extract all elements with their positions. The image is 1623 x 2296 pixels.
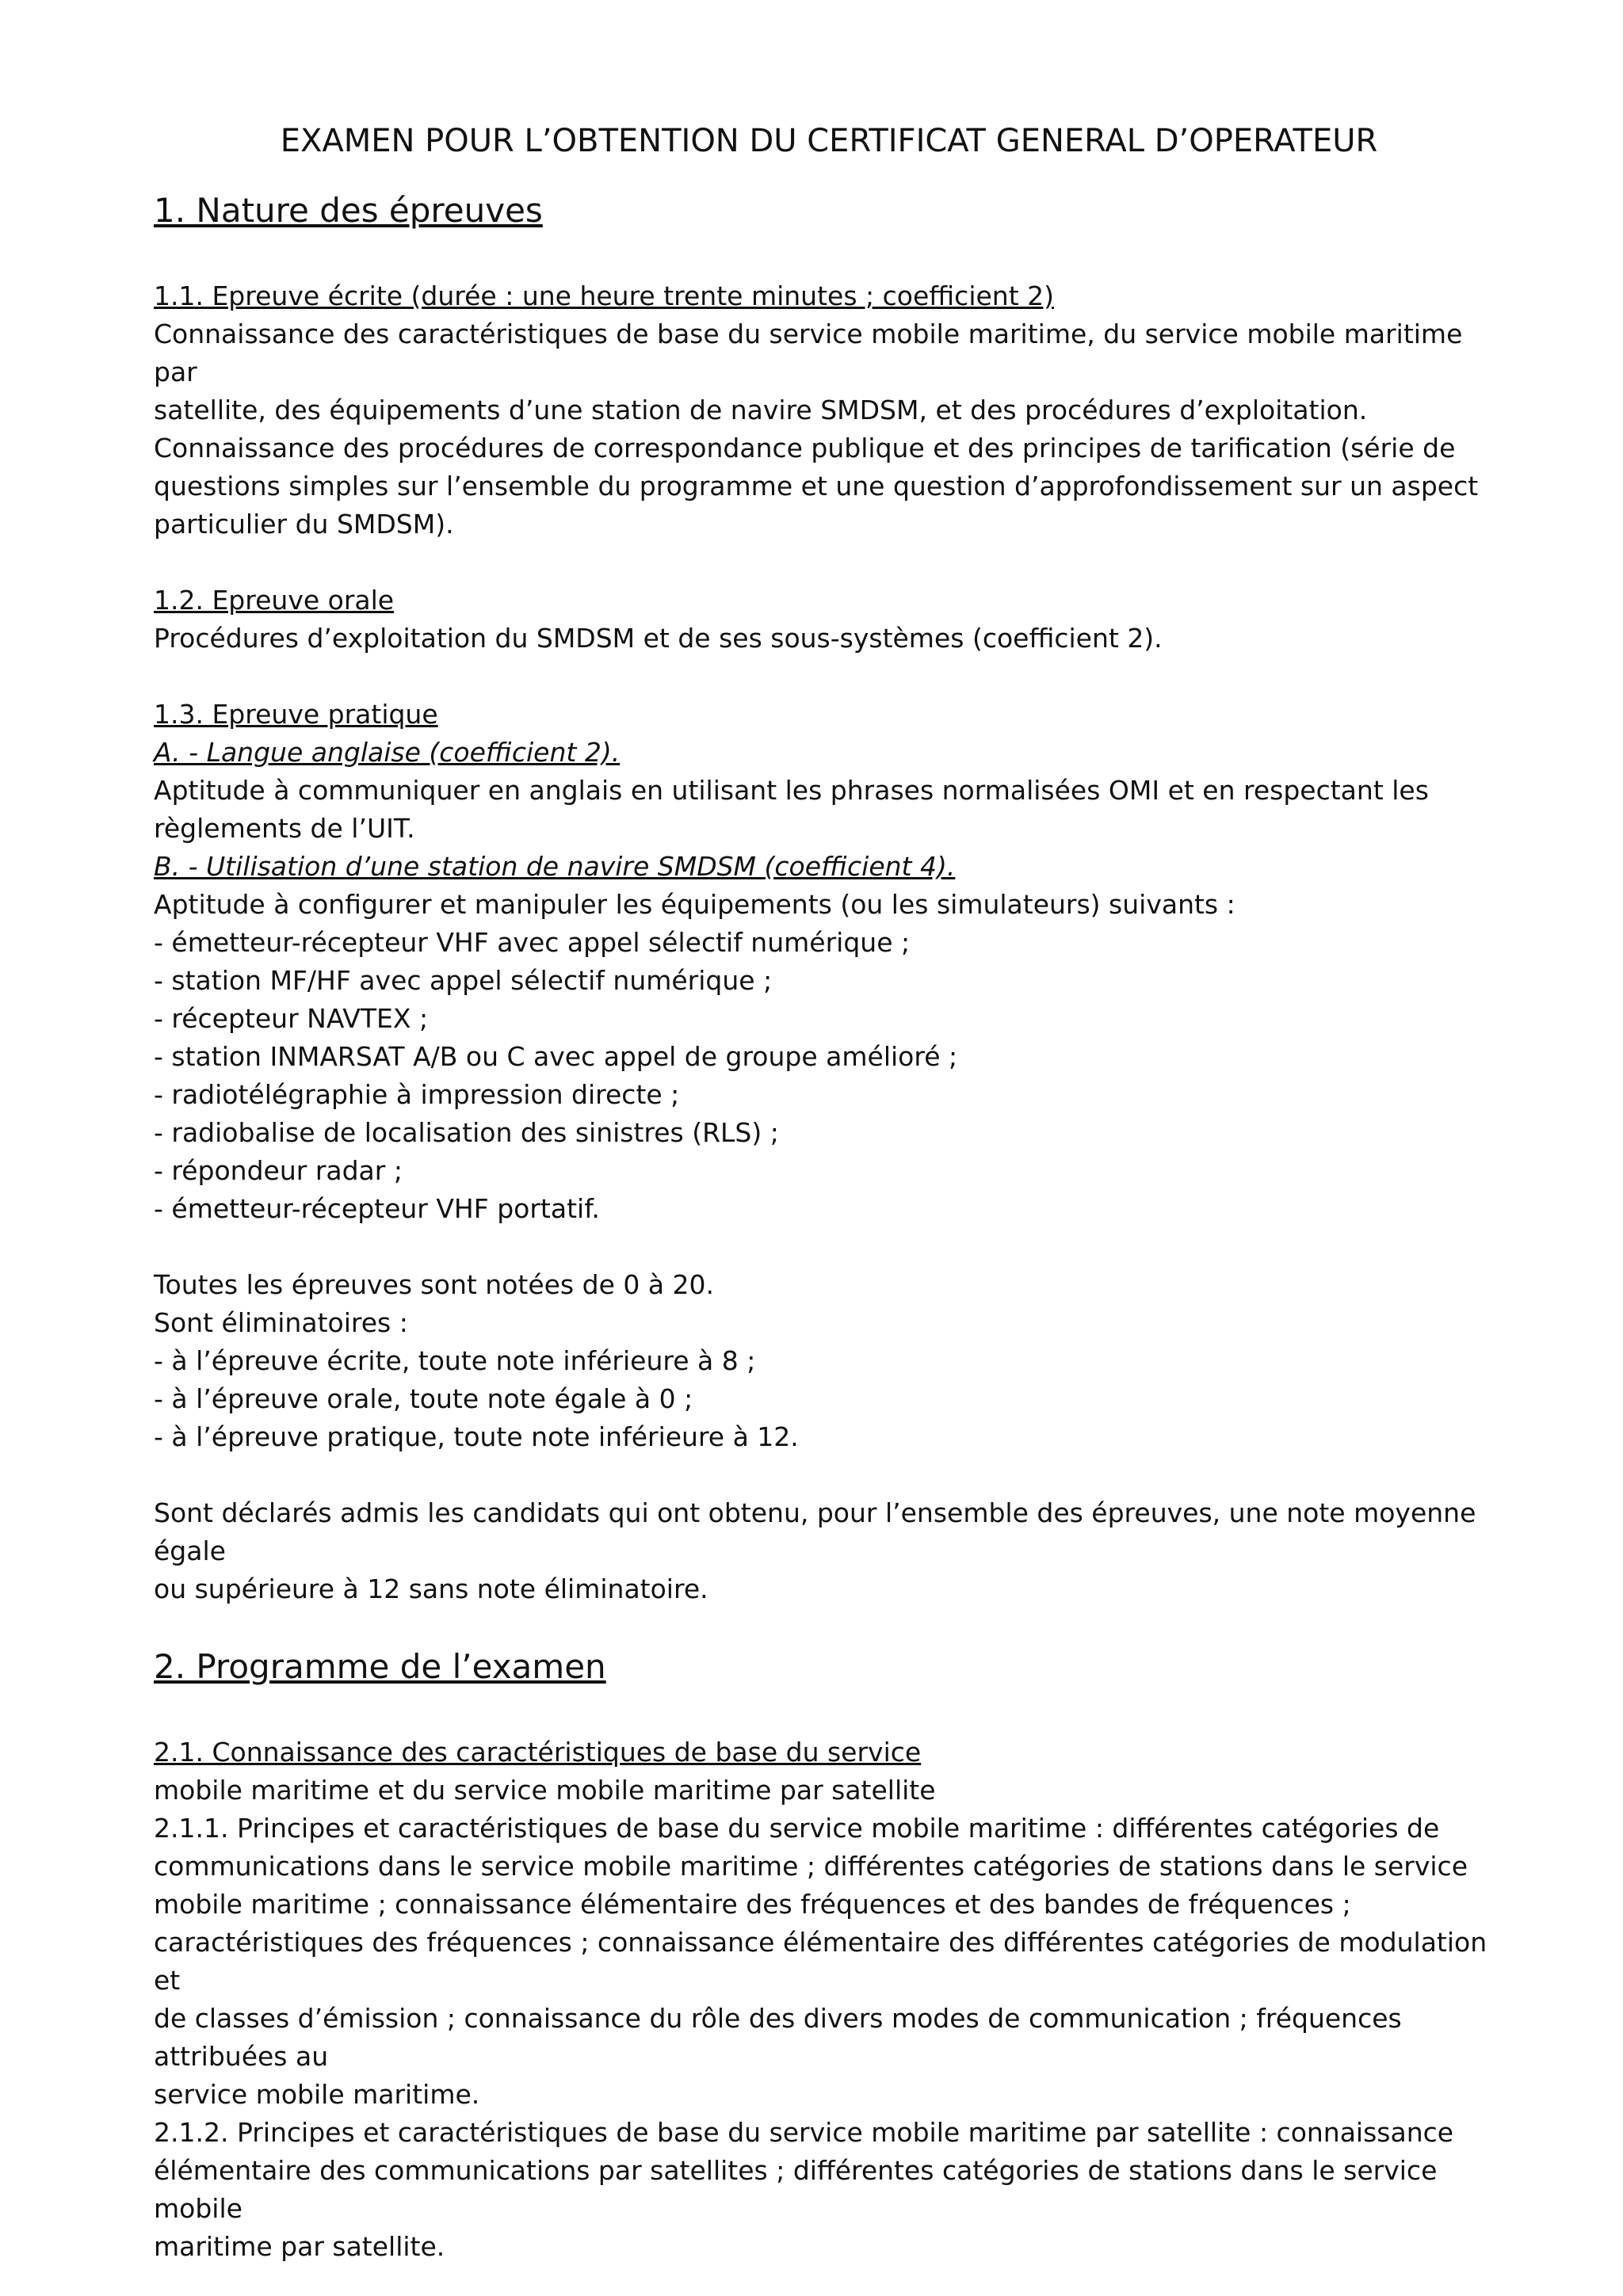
text-line: Toutes les épreuves sont notées de 0 à 20. — [154, 1269, 715, 1300]
text-line: caractéristiques des fréquences ; connaissance élémentaire des différentes catégories de modulation et — [154, 1927, 1487, 1996]
text-line: communications dans le service mobile maritime ; différentes catégories de stations dans le service — [154, 1851, 1468, 1882]
list-item: - radiotélégraphie à impression directe ; — [154, 1079, 680, 1110]
section-2-heading: 2. Programme de l’examen — [154, 1647, 606, 1686]
text-line: Connaissance des procédures de correspondance publique et des principes de tarification (série de — [154, 433, 1456, 463]
list-item: - à l’épreuve orale, toute note égale à 0 ; — [154, 1383, 693, 1414]
text-line: mobile maritime et du service mobile maritime par satellite — [154, 1775, 936, 1806]
subsection-a-heading: A. - Langue anglaise (coefficient 2). — [154, 737, 621, 768]
list-item: - station INMARSAT A/B ou C avec appel de groupe amélioré ; — [154, 1041, 958, 1072]
text-line: maritime par satellite. — [154, 2231, 445, 2262]
text-line: 2.1.1. Principes et caractéristiques de base du service mobile maritime : différentes catégories de — [154, 1813, 1440, 1844]
section-1-1-body — [154, 315, 1504, 543]
text-line: de classes d’émission ; connaissance du rôle des divers modes de communication ; fréquences attribuées au — [154, 2003, 1402, 2072]
text-line: règlements de l’UIT. — [154, 813, 415, 844]
equipment-list — [154, 924, 1504, 1228]
list-item: - émetteur-récepteur VHF avec appel sélectif numérique ; — [154, 927, 911, 958]
text-line: 2.1.2. Principes et caractéristiques de base du service mobile maritime par satellite : connaissance — [154, 2117, 1454, 2148]
section-2-1-body — [154, 1772, 1504, 2266]
section-2-1-heading: 2.1. Connaissance des caractéristiques de base du service — [154, 1737, 922, 1768]
section-1-3-heading: 1.3. Epreuve pratique — [154, 699, 438, 730]
text-line: service mobile maritime. — [154, 2079, 480, 2110]
text-line: Connaissance des caractéristiques de base du service mobile maritime, du service mobile maritime par — [154, 318, 1463, 387]
list-item: - à l’épreuve écrite, toute note inférieure à 8 ; — [154, 1345, 756, 1376]
text-line: Aptitude à communiquer en anglais en utilisant les phrases normalisées OMI et en respectant les — [154, 775, 1429, 806]
list-item: - station MF/HF avec appel sélectif numérique ; — [154, 965, 773, 996]
document-title: EXAMEN POUR L’OBTENTION DU CERTIFICAT GENERAL D’OPERATEUR — [280, 123, 1378, 159]
list-item: - à l’épreuve pratique, toute note inférieure à 12. — [154, 1421, 799, 1452]
elimination-list — [154, 1342, 1504, 1456]
list-item: - radiobalise de localisation des sinistres (RLS) ; — [154, 1117, 779, 1148]
text-line: Procédures d’exploitation du SMDSM et de ses sous-systèmes (coefficient 2). — [154, 623, 1163, 654]
list-item: - répondeur radar ; — [154, 1155, 403, 1186]
text-line: élémentaire des communications par satellites ; différentes catégories de stations dans le service mobile — [154, 2155, 1438, 2224]
text-line: questions simples sur l’ensemble du programme et une question d’approfondissement sur un aspect — [154, 471, 1479, 502]
list-item: - émetteur-récepteur VHF portatif. — [154, 1193, 600, 1224]
text-line: ou supérieure à 12 sans note éliminatoire. — [154, 1573, 708, 1604]
text-line: Sont déclarés admis les candidats qui ont obtenu, pour l’ensemble des épreuves, une note moyenne égale — [154, 1497, 1476, 1566]
text-line: Sont éliminatoires : — [154, 1307, 408, 1338]
list-item: - récepteur NAVTEX ; — [154, 1003, 429, 1034]
text-line: Aptitude à configurer et manipuler les équipements (ou les simulateurs) suivants : — [154, 889, 1235, 920]
text-line: mobile maritime ; connaissance élémentaire des fréquences et des bandes de fréquences ; — [154, 1889, 1351, 1920]
text-line: satellite, des équipements d’une station de navire SMDSM, et des procédures d’exploitation. — [154, 395, 1368, 425]
subsection-b-heading: B. - Utilisation d’une station de navire SMDSM (coefficient 4). — [154, 851, 956, 882]
section-1-heading: 1. Nature des épreuves — [154, 191, 543, 230]
section-1-2-heading: 1.2. Epreuve orale — [154, 585, 395, 616]
text-line: particulier du SMDSM). — [154, 509, 454, 540]
section-1-1-heading: 1.1. Epreuve écrite (durée : une heure trente minutes ; coefficient 2) — [154, 280, 1055, 311]
